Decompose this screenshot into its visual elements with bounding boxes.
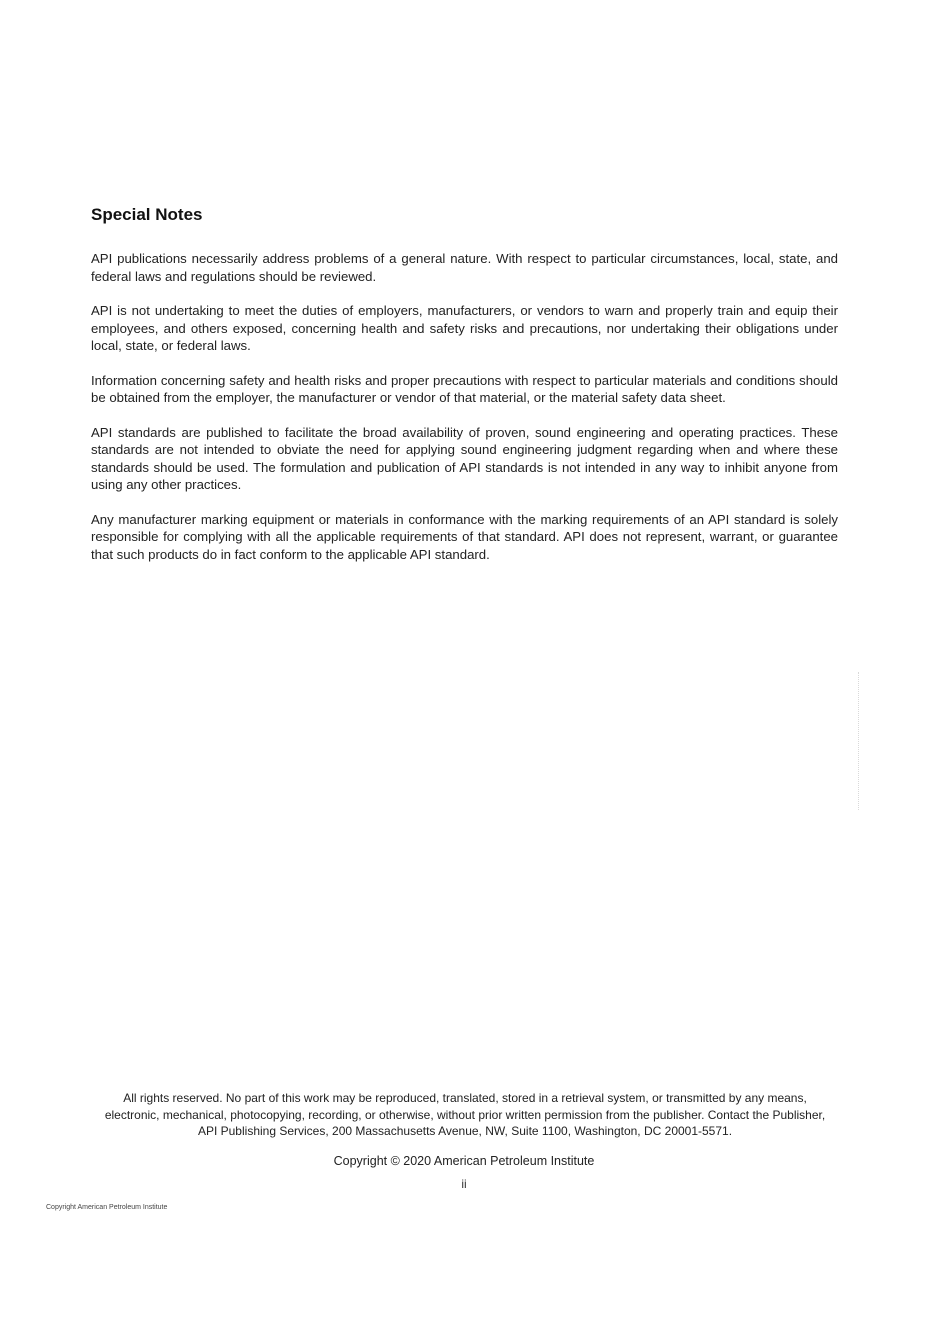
note-paragraph: API publications necessarily address problems of a general nature. With respect to particular circumstances, local, state, and federal laws and regulations should be reviewed. xyxy=(91,251,838,284)
footer-copyright-mark: Copyright American Petroleum Institute xyxy=(46,1204,168,1211)
copyright-line: Copyright © 2020 American Petroleum Institute xyxy=(333,1154,595,1168)
page-number: ii xyxy=(461,1177,467,1191)
page-title: Special Notes xyxy=(91,205,203,224)
note-paragraph: Information concerning safety and health risks and proper precautions with respect to particular materials and conditions should be obtained from the employer, the manufacturer or vendor of that material, or the material safety data sheet. xyxy=(91,372,838,405)
rights-statement: All rights reserved. No part of this work may be reproduced, translated, stored in a retrieval system, or transmitted by any means, electronic, mechanical, photocopying, recording, or otherwise, without prior written permission from the publisher. Contact the Publisher, API Publishing Services, 200 Massachusetts Avenue, NW, Suite 1100, Washington, DC 20001-5571. xyxy=(104,1091,826,1138)
margin-artifact xyxy=(858,672,863,810)
note-paragraph: Any manufacturer marking equipment or materials in conformance with the marking requirements of an API standard is solely responsible for complying with all the applicable requirements of that standard. API does not represent, warrant, or guarantee that such products do in fact conform to the applicable API standard. xyxy=(91,511,838,562)
special-notes-body xyxy=(91,250,838,580)
note-paragraph: API is not undertaking to meet the duties of employers, manufacturers, or vendors to warn and properly train and equip their employees, and others exposed, concerning health and safety risks and precautions, nor undertaking their obligations under local, state, or federal laws. xyxy=(91,303,838,353)
note-paragraph: API standards are published to facilitate the broad availability of proven, sound engineering and operating practices. These standards are not intended to obviate the need for applying sound engineering judgment regarding when and where these standards should be used. The formulation and publication of API standards is not intended in any way to inhibit anyone from using any other practices. xyxy=(91,424,838,492)
